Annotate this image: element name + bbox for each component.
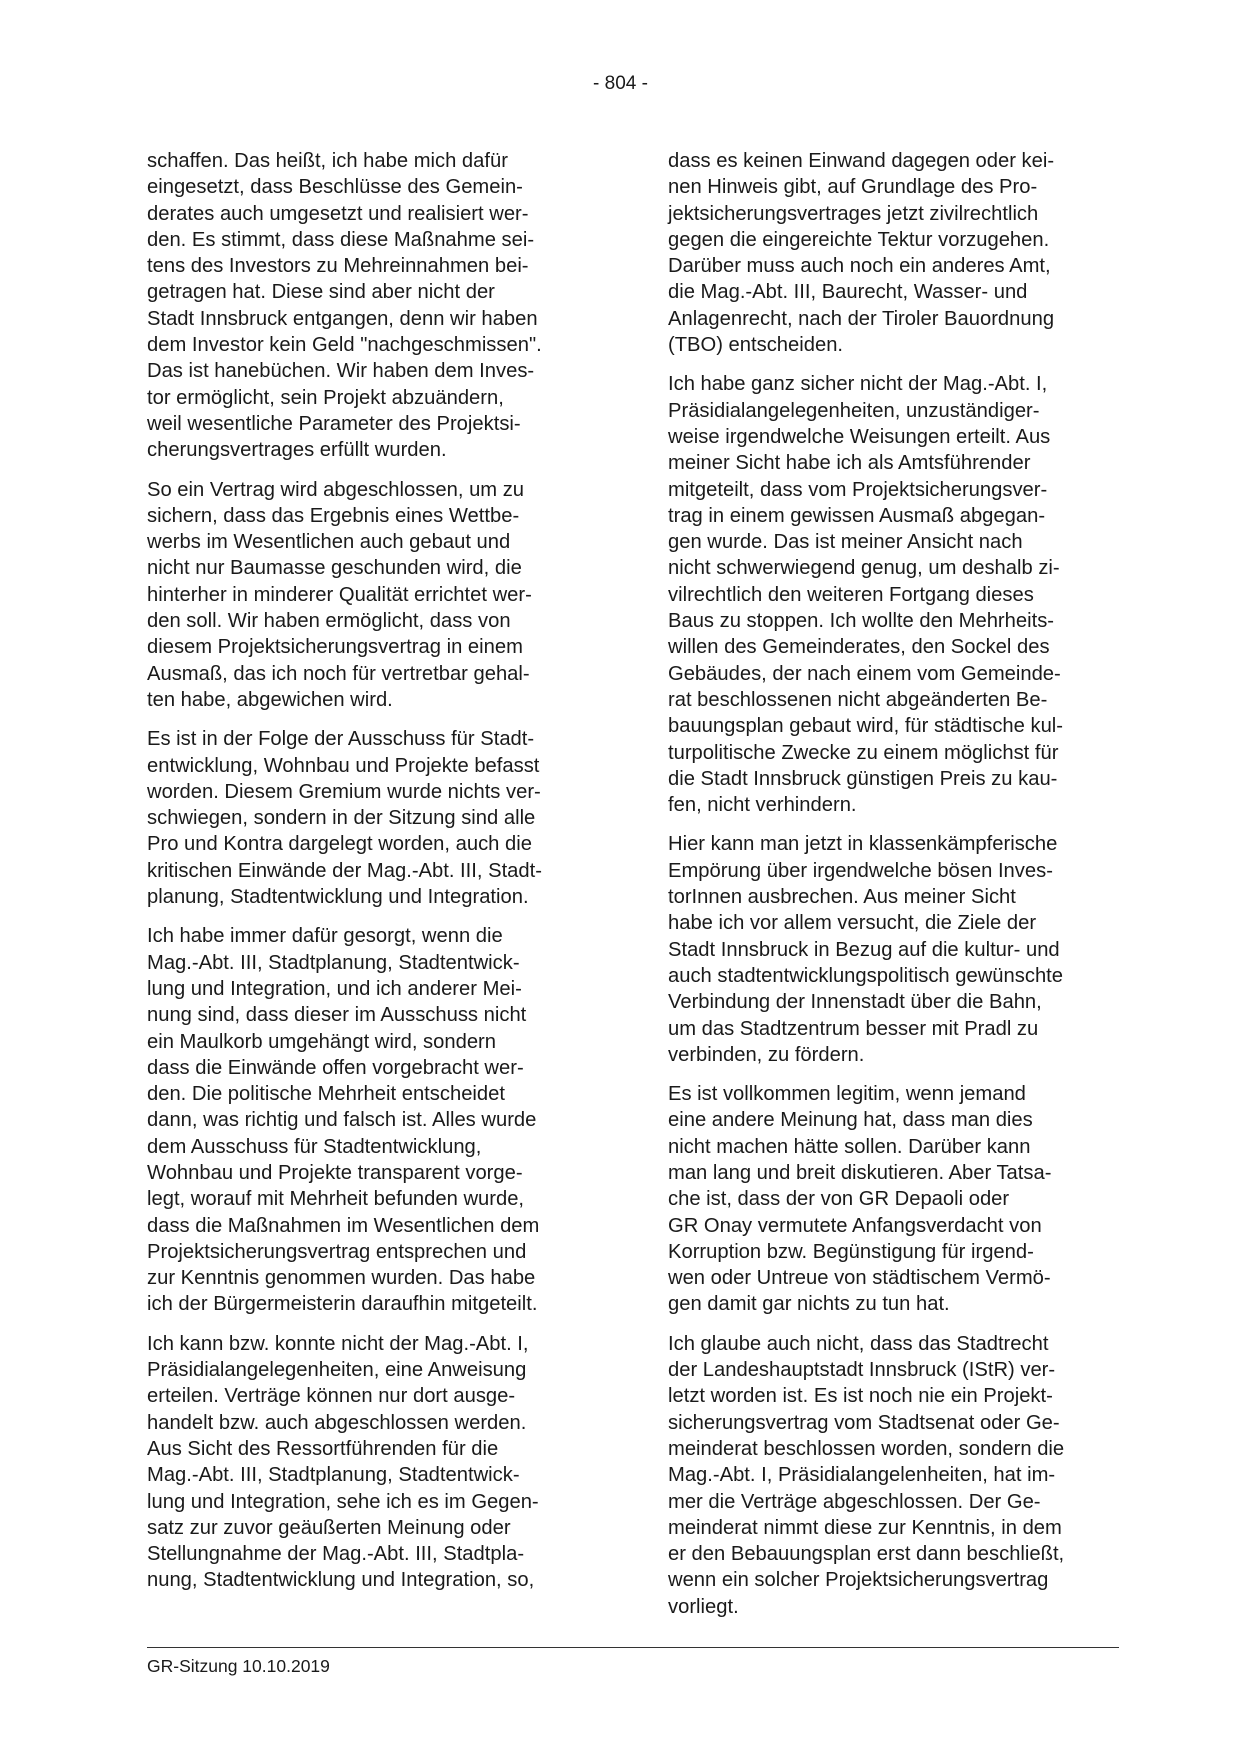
text-line: letzt worden ist. Es ist noch nie ein Projekt- <box>668 1385 1053 1408</box>
footer-divider <box>147 1647 1119 1648</box>
text-line: worden. Diesem Gremium wurde nichts ver- <box>147 780 541 803</box>
text-line: Stadt Innsbruck in Bezug auf die kultur- und <box>668 938 1060 961</box>
text-line: man lang und breit diskutieren. Aber Tatsa- <box>668 1161 1052 1184</box>
text-line: turpolitische Zwecke zu einem möglichst für <box>668 741 1059 764</box>
page-number: - 804 - <box>593 73 648 94</box>
text-line: Darüber muss auch noch ein anderes Amt, <box>668 255 1051 278</box>
text-line: zur Kenntnis genommen wurden. Das habe <box>147 1267 536 1290</box>
text-line: torInnen ausbrechen. Aus meiner Sicht <box>668 886 1016 909</box>
text-line: wen oder Untreue von städtischem Vermö- <box>668 1267 1051 1290</box>
text-line: Hier kann man jetzt in klassenkämpferische <box>668 833 1058 856</box>
text-line: eingesetzt, dass Beschlüsse des Gemein- <box>147 176 523 199</box>
text-line: nicht machen hätte sollen. Darüber kann <box>668 1135 1031 1158</box>
text-line: verbinden, zu fördern. <box>668 1043 865 1066</box>
text-line: jektsicherungsvertrages jetzt zivilrechtlich <box>668 202 1039 225</box>
text-line: eine andere Meinung hat, dass man dies <box>668 1109 1033 1132</box>
text-line: lung und Integration, und ich anderer Mei- <box>147 977 522 1000</box>
paragraph <box>668 371 1122 818</box>
text-line: werbs im Wesentlichen auch gebaut und <box>147 531 511 554</box>
text-line: Empörung über irgendwelche bösen Inves- <box>668 859 1053 882</box>
text-line: meinderat nimmt diese zur Kenntnis, in dem <box>668 1516 1062 1539</box>
text-line: satz zur zuvor geäußerten Meinung oder <box>147 1516 511 1539</box>
text-line: Das ist hanebüchen. Wir haben dem Inves- <box>147 360 535 383</box>
text-line: meinderat beschlossen worden, sondern die <box>668 1437 1065 1460</box>
text-line: nicht nur Baumasse geschunden wird, die <box>147 557 522 580</box>
text-line: Ich kann bzw. konnte nicht der Mag.-Abt. I, <box>147 1332 529 1355</box>
text-line: Projektsicherungsvertrag entsprechen und <box>147 1240 527 1263</box>
text-line: wenn ein solcher Projektsicherungsvertrag <box>668 1569 1049 1592</box>
text-line: kritischen Einwände der Mag.-Abt. III, Stadt- <box>147 859 542 882</box>
text-line: habe ich vor allem versucht, die Ziele der <box>668 912 1037 935</box>
text-line: ten habe, abgewichen wird. <box>147 688 393 711</box>
text-line: Präsidialangelegenheiten, unzuständiger- <box>668 399 1040 422</box>
text-line: Präsidialangelegenheiten, eine Anweisung <box>147 1359 527 1382</box>
paragraph <box>668 831 1122 1068</box>
text-line: Mag.-Abt. I, Präsidialangelenheiten, hat im- <box>668 1464 1056 1487</box>
text-line: Mag.-Abt. III, Stadtplanung, Stadtentwick- <box>147 1464 520 1487</box>
text-line: ein Maulkorb umgehängt wird, sondern <box>147 1030 496 1053</box>
text-line: gen damit gar nichts zu tun hat. <box>668 1293 950 1316</box>
text-line: mitgeteilt, dass vom Projektsicherungsver- <box>668 478 1048 501</box>
text-line: Aus Sicht des Ressortführenden für die <box>147 1437 499 1460</box>
text-line: handelt bzw. auch abgeschlossen werden. <box>147 1411 527 1434</box>
text-line: der Landeshauptstadt Innsbruck (IStR) ver- <box>668 1359 1056 1382</box>
text-line: fen, nicht verhindern. <box>668 794 857 817</box>
text-line: hinterher in minderer Qualität errichtet wer- <box>147 583 532 606</box>
text-line: den. Die politische Mehrheit entscheidet <box>147 1083 505 1106</box>
footer-session-date: GR-Sitzung 10.10.2019 <box>147 1656 330 1676</box>
paragraph <box>147 923 593 1317</box>
text-line: gegen die eingereichte Tektur vorzugehen. <box>668 228 1050 251</box>
paragraph <box>668 1081 1122 1318</box>
text-line: tor ermöglicht, sein Projekt abzuändern, <box>147 386 504 409</box>
text-line: erteilen. Verträge können nur dort ausge- <box>147 1385 516 1408</box>
text-line: cherungsvertrages erfüllt wurden. <box>147 439 447 462</box>
left-column <box>147 148 593 1607</box>
text-line: Baus zu stoppen. Ich wollte den Mehrheits- <box>668 610 1055 633</box>
text-line: mer die Verträge abgeschlossen. Der Ge- <box>668 1490 1041 1513</box>
text-line: ich der Bürgermeisterin daraufhin mitgeteilt. <box>147 1293 538 1316</box>
text-line: So ein Vertrag wird abgeschlossen, um zu <box>147 478 525 501</box>
text-line: che ist, dass der von GR Depaoli oder <box>668 1188 1010 1211</box>
text-line: nung, Stadtentwicklung und Integration, so, <box>147 1569 535 1592</box>
text-line: Anlagenrecht, nach der Tiroler Bauordnung <box>668 307 1055 330</box>
text-line: Gebäudes, der nach einem vom Gemeinde- <box>668 662 1061 685</box>
text-line: dass die Maßnahmen im Wesentlichen dem <box>147 1214 540 1237</box>
text-line: getragen hat. Diese sind aber nicht der <box>147 281 495 304</box>
text-line: Mag.-Abt. III, Stadtplanung, Stadtentwick- <box>147 951 520 974</box>
text-line: schwiegen, sondern in der Sitzung sind alle <box>147 807 536 830</box>
text-line: Stadt Innsbruck entgangen, denn wir haben <box>147 307 538 330</box>
text-line: schaffen. Das heißt, ich habe mich dafür <box>147 150 508 172</box>
text-line: vorliegt. <box>668 1595 739 1618</box>
text-line: weise irgendwelche Weisungen erteilt. Aus <box>668 425 1051 448</box>
text-line: trag in einem gewissen Ausmaß abgegan- <box>668 504 1046 527</box>
text-line: entwicklung, Wohnbau und Projekte befasst <box>147 754 540 777</box>
text-line: um das Stadtzentrum besser mit Pradl zu <box>668 1017 1039 1040</box>
paragraph <box>147 477 593 714</box>
text-line: Pro und Kontra dargelegt worden, auch die <box>147 833 532 856</box>
text-line: GR Onay vermutete Anfangsverdacht von <box>668 1214 1042 1237</box>
text-line: die Mag.-Abt. III, Baurecht, Wasser- und <box>668 281 1028 304</box>
text-line: nicht schwerwiegend genug, um deshalb zi- <box>668 557 1060 580</box>
text-line: lung und Integration, sehe ich es im Gegen- <box>147 1490 539 1513</box>
right-column <box>668 148 1122 1633</box>
text-line: dem Investor kein Geld "nachgeschmissen". <box>147 334 542 357</box>
text-line: legt, worauf mit Mehrheit befunden wurde, <box>147 1188 525 1211</box>
text-line: willen des Gemeinderates, den Sockel des <box>668 636 1050 659</box>
text-line: auch stadtentwicklungspolitisch gewünschte <box>668 964 1064 987</box>
text-line: dem Ausschuss für Stadtentwicklung, <box>147 1135 482 1158</box>
text-line: Stellungnahme der Mag.-Abt. III, Stadtpla- <box>147 1543 525 1566</box>
text-line: vilrechtlich den weiteren Fortgang dieses <box>668 583 1034 606</box>
paragraph <box>147 726 593 910</box>
text-line: gen wurde. Das ist meiner Ansicht nach <box>668 531 1023 554</box>
text-line: den soll. Wir haben ermöglicht, dass von <box>147 610 511 633</box>
text-line: planung, Stadtentwicklung und Integration. <box>147 886 529 909</box>
text-line: (TBO) entscheiden. <box>668 334 844 357</box>
text-line: Es ist in der Folge der Ausschuss für Stadt- <box>147 728 535 751</box>
text-line: Ich habe immer dafür gesorgt, wenn die <box>147 925 503 948</box>
text-line: den. Es stimmt, dass diese Maßnahme sei- <box>147 228 535 251</box>
text-line: er den Bebauungsplan erst dann beschließt, <box>668 1543 1065 1566</box>
text-line: meiner Sicht habe ich als Amtsführender <box>668 452 1031 475</box>
text-line: die Stadt Innsbruck günstigen Preis zu kau- <box>668 767 1058 790</box>
text-line: tens des Investors zu Mehreinnahmen bei- <box>147 255 529 278</box>
paragraph <box>668 148 1122 358</box>
text-line: rat beschlossenen nicht abgeänderten Be- <box>668 688 1048 711</box>
text-line: sichern, dass das Ergebnis eines Wettbe- <box>147 504 520 527</box>
text-line: Ich glaube auch nicht, dass das Stadtrecht <box>668 1332 1049 1355</box>
paragraph <box>147 148 593 464</box>
text-line: Ich habe ganz sicher nicht der Mag.-Abt. I, <box>668 373 1048 396</box>
text-line: dass es keinen Einwand dagegen oder kei- <box>668 150 1055 172</box>
text-line: Wohnbau und Projekte transparent vorge- <box>147 1161 523 1184</box>
text-line: dass die Einwände offen vorgebracht wer- <box>147 1056 524 1079</box>
text-line: weil wesentliche Parameter des Projektsi- <box>147 412 521 435</box>
paragraph <box>147 1331 593 1594</box>
text-line: Es ist vollkommen legitim, wenn jemand <box>668 1083 1026 1106</box>
text-line: Verbindung der Innenstadt über die Bahn, <box>668 991 1042 1014</box>
text-line: Korruption bzw. Begünstigung für irgend- <box>668 1240 1034 1263</box>
text-line: bauungsplan gebaut wird, für städtische kul- <box>668 715 1064 738</box>
text-line: dann, was richtig und falsch ist. Alles wurde <box>147 1109 537 1132</box>
paragraph <box>668 1331 1122 1620</box>
text-line: nen Hinweis gibt, auf Grundlage des Pro- <box>668 176 1038 199</box>
text-line: diesem Projektsicherungsvertrag in einem <box>147 636 523 659</box>
text-line: derates auch umgesetzt und realisiert wer- <box>147 202 529 225</box>
text-line: sicherungsvertrag vom Stadtsenat oder Ge- <box>668 1411 1060 1434</box>
text-line: nung sind, dass dieser im Ausschuss nicht <box>147 1004 527 1027</box>
text-line: Ausmaß, das ich noch für vertretbar gehal- <box>147 662 530 685</box>
